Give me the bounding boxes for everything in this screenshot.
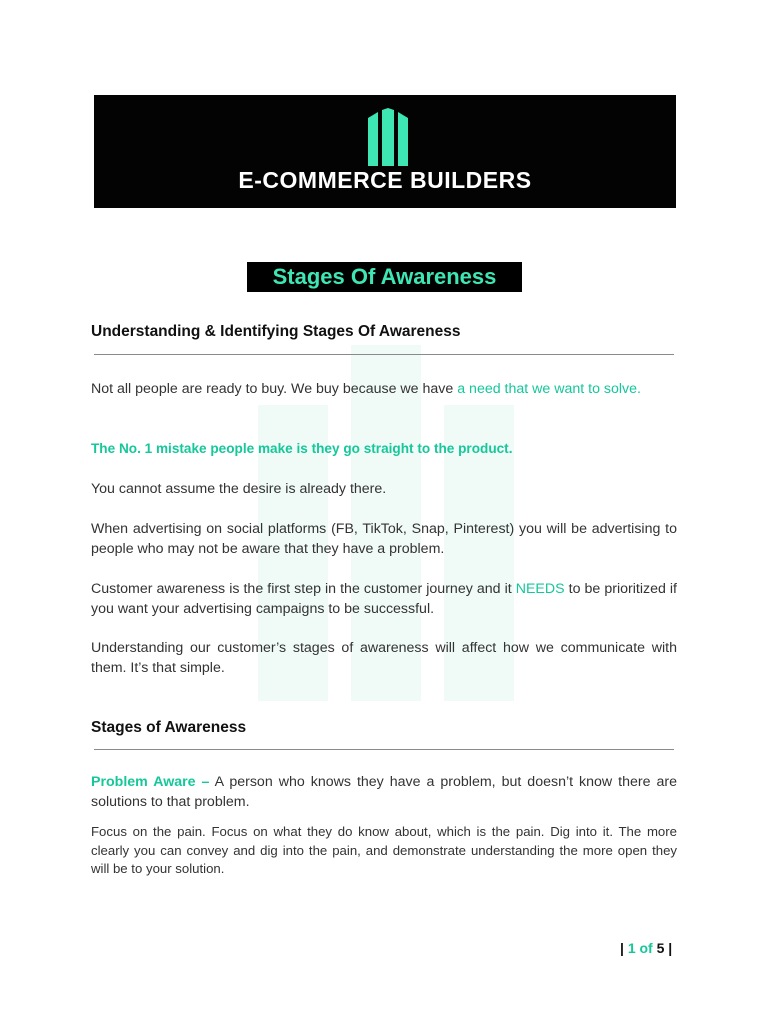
problem-aware-text: A person who knows they have a problem, but doesn’t know there are solutions to that problem.	[91, 774, 677, 810]
page-title: Stages Of Awareness	[247, 262, 522, 292]
paragraph-need	[91, 379, 677, 399]
divider	[94, 749, 674, 750]
building-logo-icon	[368, 108, 408, 166]
focus-on-pain-paragraph: Focus on the pain. Focus on what they do know about, which is the pain. Dig into it. The more clearly you can convey and dig into the pain, and demonstrate understanding the more open they will be to your solution.	[91, 824, 677, 876]
paragraph-communicate: Understanding our customer’s stages of awareness will affect how we communicate with them. It’s that simple.	[91, 640, 677, 676]
page-indicator-open: |	[620, 940, 628, 956]
page-indicator-close: |	[664, 940, 673, 956]
paragraph-desire: You cannot assume the desire is already there.	[91, 481, 387, 497]
current-page-number: 1	[627, 940, 636, 956]
brand-name: E-COMMERCE BUILDERS	[238, 167, 532, 193]
paragraph-need-text: Not all people are ready to buy. We buy because we have	[91, 381, 458, 397]
paragraph-customer-awareness-rest: to be prioritized if you want your advertising campaigns to be successful.	[91, 581, 678, 617]
divider	[94, 354, 674, 355]
section-heading-stages: Stages of Awareness	[91, 719, 247, 736]
key-mistake-callout: The No. 1 mistake people make is they go straight to the product.	[91, 441, 513, 456]
total-pages: 5	[656, 940, 665, 956]
paragraph-customer-awareness	[91, 579, 677, 619]
section-heading-understanding: Understanding & Identifying Stages Of Awareness	[91, 323, 461, 340]
paragraph-advertising: When advertising on social platforms (FB, TikTok, Snap, Pinterest) you will be advertising to people who may not be aware that they have a problem.	[91, 521, 677, 557]
problem-aware-label: Problem Aware –	[91, 774, 210, 790]
page-of-label: of	[635, 940, 657, 956]
page-indicator	[620, 940, 672, 956]
paragraph-customer-awareness-text: Customer awareness is the first step in the customer journey and it	[91, 581, 516, 597]
header-banner	[94, 95, 676, 208]
problem-aware-definition	[91, 772, 677, 812]
paragraph-need-highlight: a need that we want to solve.	[457, 381, 641, 397]
needs-highlight: NEEDS	[515, 581, 565, 597]
